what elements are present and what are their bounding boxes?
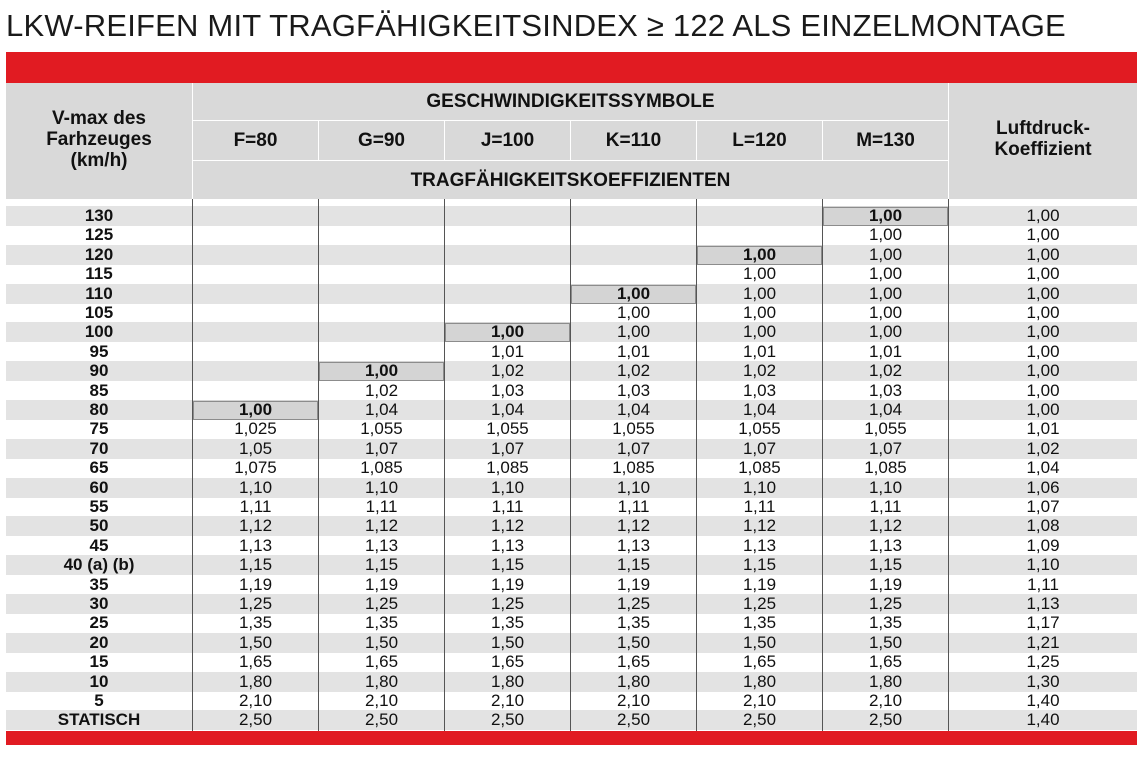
table-row [6, 322, 1137, 342]
coefficient-cell: 2,10 [364, 691, 399, 710]
symbol-header-m130: M=130 [856, 129, 915, 151]
speed-cell: 85 [89, 380, 109, 400]
coefficient-cell: 1,12 [742, 516, 777, 536]
coefficient-cell: 1,02 [364, 380, 399, 400]
coefficient-cell [697, 225, 822, 245]
header-divider [696, 121, 697, 160]
coefficient-cell: 1,13 [238, 535, 273, 555]
speed-cell: 100 [84, 322, 114, 342]
coefficient-cell: 1,04 [868, 400, 903, 419]
coefficient-cell: 1,11 [617, 497, 650, 516]
table-header [6, 83, 1137, 199]
table-row [6, 478, 1137, 498]
pressure-cell: 1,00 [1026, 361, 1060, 381]
coefficient-cell: 1,00 [445, 322, 570, 342]
speed-cell: 50 [89, 516, 109, 536]
coefficient-cell: 1,01 [742, 341, 777, 361]
speed-cell: 15 [89, 652, 109, 672]
coefficient-cell: 1,15 [364, 555, 399, 575]
pressure-cell: 1,04 [1026, 458, 1060, 478]
coefficient-cell: 1,04 [616, 400, 651, 419]
coefficient-cell: 1,07 [616, 438, 651, 458]
coefficient-cell: 2,50 [238, 710, 273, 730]
vmax-header: V-max des Farhzeuges (km/h) [46, 107, 152, 171]
table-row [6, 691, 1137, 711]
pressure-cell: 1,00 [1026, 400, 1060, 419]
coefficient-cell [193, 225, 318, 245]
table-row [6, 225, 1137, 245]
coefficient-cell [445, 245, 570, 265]
coefficient-cell: 1,01 [868, 341, 903, 361]
coefficient-cell: 1,25 [238, 594, 273, 613]
table-row [6, 613, 1137, 633]
speed-cell: 125 [84, 225, 114, 245]
coefficient-cell: 1,075 [234, 458, 277, 478]
coefficient-cell [193, 322, 318, 342]
coefficient-cell [445, 206, 570, 226]
coefficient-cell: 1,13 [742, 535, 777, 555]
coefficient-cell: 1,35 [238, 613, 273, 633]
coefficient-cell [319, 264, 444, 284]
pressure-cell: 1,17 [1026, 613, 1060, 633]
coefficient-cell: 1,80 [490, 671, 525, 691]
coefficient-cell: 1,15 [616, 555, 651, 575]
pressure-cell: 1,02 [1026, 438, 1060, 458]
coefficient-cell: 1,35 [616, 613, 651, 633]
coefficient-cell: 1,12 [364, 516, 399, 536]
coefficient-cell [193, 284, 318, 304]
coefficient-cell: 1,00 [868, 322, 903, 342]
table-row [6, 439, 1137, 459]
coefficient-cell: 1,50 [364, 632, 399, 652]
coefficient-cell [193, 264, 318, 284]
speed-cell: 10 [89, 671, 109, 691]
coefficient-cell: 2,10 [490, 691, 525, 710]
coefficient-cell: 1,085 [612, 458, 655, 478]
coefficient-cell: 1,055 [612, 419, 655, 439]
table-row [6, 245, 1137, 265]
coefficient-cell [319, 206, 444, 226]
coefficient-cell [319, 245, 444, 265]
coefficient-cell: 1,03 [490, 380, 525, 400]
speed-cell: 80 [89, 400, 109, 419]
coefficient-cell [571, 245, 696, 265]
coefficient-cell: 1,10 [238, 477, 273, 497]
coefficient-cell: 1,04 [490, 400, 525, 419]
coefficient-cell: 1,35 [868, 613, 903, 633]
bottom-red-bar [6, 731, 1137, 745]
symbol-header-f80: F=80 [233, 129, 278, 151]
table-row [6, 303, 1137, 323]
table-row [6, 264, 1137, 284]
pressure-cell: 1,01 [1026, 419, 1060, 439]
coefficient-cell: 1,50 [490, 632, 525, 652]
pressure-cell: 1,00 [1026, 244, 1060, 264]
coefficient-cell: 1,11 [239, 497, 272, 516]
pressure-cell: 1,08 [1026, 516, 1060, 536]
coefficient-cell: 1,085 [738, 458, 781, 478]
table-row [6, 672, 1137, 692]
table-row [6, 361, 1137, 381]
table-row [6, 555, 1137, 575]
pressure-cell: 1,00 [1026, 283, 1060, 303]
coefficient-cell [319, 342, 444, 362]
header-divider [948, 83, 949, 199]
coefficient-cell: 1,00 [868, 225, 903, 245]
coefficient-cell: 1,00 [742, 264, 777, 284]
coefficient-cell: 1,02 [868, 361, 903, 381]
coefficient-cell: 1,00 [868, 303, 903, 322]
coefficient-cell: 1,02 [616, 361, 651, 381]
table-row [6, 419, 1137, 439]
coefficient-cell: 1,15 [868, 555, 903, 575]
coefficient-cell: 1,80 [616, 671, 651, 691]
coefficient-cell [319, 284, 444, 304]
coefficient-cell: 1,65 [742, 652, 777, 672]
coefficient-cell: 1,50 [238, 632, 273, 652]
coefficient-cell: 1,00 [616, 303, 651, 322]
coefficient-cell: 1,11 [743, 497, 776, 516]
symbol-header-j100: J=100 [480, 129, 535, 151]
table-row [6, 575, 1137, 595]
speed-symbols-header: GESCHWINDIGKEITSSYMBOLE [426, 90, 715, 112]
coefficient-cell: 1,00 [742, 283, 777, 303]
coefficient-cell: 1,07 [490, 438, 525, 458]
table-row [6, 633, 1137, 653]
coefficient-cell: 1,10 [364, 477, 399, 497]
coefficient-cell: 1,00 [823, 206, 948, 226]
coefficient-cell: 1,07 [742, 438, 777, 458]
coefficient-cell: 1,00 [193, 400, 318, 420]
coefficient-cell: 1,19 [490, 574, 525, 594]
coefficient-cell: 2,50 [742, 710, 777, 730]
pressure-cell: 1,00 [1026, 341, 1060, 361]
pressure-cell: 1,07 [1026, 497, 1060, 516]
coefficient-cell: 1,65 [868, 652, 903, 672]
coefficient-cell: 1,19 [868, 574, 903, 594]
coefficient-cell: 1,07 [868, 438, 903, 458]
pressure-coefficient-header: Luftdruck-Koeffizient [994, 118, 1092, 160]
speed-cell: 110 [85, 283, 113, 303]
pressure-cell: 1,30 [1026, 671, 1060, 691]
symbol-header-k110: K=110 [605, 129, 662, 151]
coefficient-cell: 1,15 [238, 555, 273, 575]
speed-cell: 75 [89, 419, 109, 439]
coefficient-cell: 1,10 [742, 477, 777, 497]
coefficient-cell [193, 361, 318, 381]
speed-cell: 30 [89, 594, 109, 613]
coefficient-cell: 1,12 [868, 516, 903, 536]
coefficient-cell: 1,10 [868, 477, 903, 497]
coefficient-cell: 1,10 [616, 477, 651, 497]
coefficient-cell: 1,01 [616, 341, 651, 361]
coefficient-cell: 2,10 [238, 691, 273, 710]
coefficient-cell [697, 206, 822, 226]
coefficient-cell: 1,085 [864, 458, 907, 478]
coefficient-cell: 1,13 [616, 535, 651, 555]
coefficient-cell: 2,50 [868, 710, 903, 730]
coefficient-cell: 1,00 [697, 245, 822, 265]
coefficient-cell: 1,35 [742, 613, 777, 633]
table-row [6, 497, 1137, 517]
coefficient-cell: 1,15 [742, 555, 777, 575]
coefficient-cell: 1,65 [238, 652, 273, 672]
coefficient-cell: 2,50 [616, 710, 651, 730]
speed-cell: 20 [89, 632, 109, 652]
coefficient-cell: 1,50 [742, 632, 777, 652]
coefficient-cell [193, 245, 318, 265]
coefficient-cell: 2,50 [490, 710, 525, 730]
symbol-header-l120: L=120 [732, 129, 787, 151]
coefficient-cell: 1,00 [571, 284, 696, 304]
header-divider [193, 160, 948, 161]
coefficient-cell: 1,65 [364, 652, 399, 672]
speed-cell: 120 [84, 244, 114, 264]
coefficient-cell: 1,03 [616, 380, 651, 400]
table-row [6, 458, 1137, 478]
coefficient-cell: 2,10 [616, 691, 651, 710]
coefficient-cell: 1,12 [238, 516, 273, 536]
coefficient-cell: 1,055 [360, 419, 403, 439]
coefficient-cell: 1,80 [364, 671, 399, 691]
coefficient-cell [445, 303, 570, 323]
coefficient-cell: 1,50 [616, 632, 651, 652]
coefficient-cell: 1,00 [742, 322, 777, 342]
top-red-bar [6, 52, 1137, 83]
pressure-cell: 1,00 [1026, 225, 1060, 245]
header-divider [822, 121, 823, 160]
column-divider [444, 199, 445, 731]
pressure-cell: 1,00 [1026, 264, 1060, 284]
symbol-header-g90: G=90 [357, 129, 405, 151]
coefficient-cell [571, 225, 696, 245]
coefficient-cell: 1,25 [742, 594, 777, 613]
speed-cell: 40 (a) (b) [63, 555, 135, 575]
coefficient-cell: 2,50 [364, 710, 399, 730]
coefficient-cell: 1,35 [364, 613, 399, 633]
coefficient-cell: 1,00 [868, 244, 903, 264]
coefficient-cell: 2,10 [742, 691, 777, 710]
speed-cell: 65 [89, 458, 109, 478]
header-divider [192, 83, 193, 199]
coefficient-cell: 1,80 [868, 671, 903, 691]
table-row [6, 342, 1137, 362]
coefficient-cell: 1,19 [364, 574, 399, 594]
coefficient-cell: 1,25 [490, 594, 525, 613]
coefficient-cell [319, 225, 444, 245]
coefficient-cell [571, 264, 696, 284]
pressure-cell: 1,00 [1026, 303, 1060, 322]
coefficient-cell: 1,12 [616, 516, 651, 536]
page-title: LKW-REIFEN MIT TRAGFÄHIGKEITSINDEX ≥ 122 ALS EINZELMONTAGE [6, 8, 1066, 43]
speed-cell: 90 [89, 361, 109, 381]
coefficient-cell: 1,04 [364, 400, 399, 419]
coefficient-cell: 1,00 [742, 303, 777, 322]
pressure-cell: 1,10 [1026, 555, 1060, 575]
speed-cell: 60 [89, 477, 109, 497]
speed-cell: 130 [84, 206, 114, 225]
speed-cell: 35 [89, 574, 109, 594]
pressure-cell: 1,00 [1026, 380, 1060, 400]
coefficient-cell [445, 225, 570, 245]
pressure-cell: 1,00 [1026, 322, 1060, 342]
coefficient-cell: 1,13 [490, 535, 525, 555]
speed-cell: 105 [84, 303, 114, 322]
coefficient-cell: 1,03 [868, 380, 903, 400]
column-divider [570, 199, 571, 731]
speed-cell: 95 [89, 341, 109, 361]
coefficient-cell: 1,055 [486, 419, 529, 439]
coefficient-cell [571, 206, 696, 226]
speed-cell: 70 [89, 438, 109, 458]
coefficient-cell: 1,10 [490, 477, 525, 497]
coefficient-cell: 1,11 [491, 497, 524, 516]
speed-cell: 115 [85, 264, 113, 284]
coefficient-cell [193, 303, 318, 323]
coefficient-cell: 1,085 [486, 458, 529, 478]
coefficient-cell: 1,04 [742, 400, 777, 419]
coefficient-cell: 1,05 [238, 438, 273, 458]
coefficient-cell [445, 264, 570, 284]
table-row [6, 206, 1137, 226]
table-row [6, 710, 1137, 730]
coefficient-cell: 1,19 [616, 574, 651, 594]
coefficient-cell [193, 381, 318, 401]
coefficient-cell: 1,11 [869, 497, 902, 516]
header-divider [444, 121, 445, 160]
coefficient-cell: 1,13 [364, 535, 399, 555]
coefficient-cell: 1,65 [616, 652, 651, 672]
coefficient-cell: 1,12 [490, 516, 525, 536]
coefficient-cell: 1,13 [868, 535, 903, 555]
coefficient-cell: 1,80 [742, 671, 777, 691]
pressure-cell: 1,25 [1026, 652, 1060, 672]
column-divider [192, 199, 193, 731]
coefficient-cell: 1,00 [868, 283, 903, 303]
header-divider [318, 121, 319, 160]
coefficient-cell: 1,80 [238, 671, 273, 691]
table-row [6, 381, 1137, 401]
coefficient-cell: 1,50 [868, 632, 903, 652]
table-row [6, 400, 1137, 420]
column-divider [948, 199, 949, 731]
speed-cell: 55 [89, 497, 109, 516]
coefficient-cell: 1,19 [742, 574, 777, 594]
pressure-cell: 1,09 [1026, 535, 1060, 555]
coefficient-cell [445, 284, 570, 304]
coefficient-cell [193, 206, 318, 226]
coefficient-cell: 1,03 [742, 380, 777, 400]
coefficient-cell: 1,19 [238, 574, 273, 594]
coefficient-cell: 1,02 [742, 361, 777, 381]
pressure-cell: 1,06 [1026, 477, 1060, 497]
coefficient-cell: 1,055 [864, 419, 907, 439]
coefficient-cell: 1,055 [738, 419, 781, 439]
speed-cell: STATISCH [57, 710, 141, 730]
speed-cell: 25 [89, 613, 109, 633]
coefficient-cell: 1,25 [364, 594, 399, 613]
coefficient-cell [319, 322, 444, 342]
table-row [6, 516, 1137, 536]
coefficient-cell: 1,085 [360, 458, 403, 478]
coefficient-cell: 1,00 [616, 322, 651, 342]
pressure-cell: 1,13 [1026, 594, 1060, 613]
pressure-cell: 1,11 [1027, 574, 1059, 594]
coefficient-cell: 1,07 [364, 438, 399, 458]
coefficient-cell: 1,00 [319, 361, 444, 381]
speed-cell: 5 [94, 691, 104, 710]
pressure-cell: 1,40 [1026, 691, 1060, 710]
coefficient-cell: 1,00 [868, 264, 903, 284]
table-row [6, 652, 1137, 672]
coefficient-cell: 1,35 [490, 613, 525, 633]
column-divider [696, 199, 697, 731]
load-coefficients-header: TRAGFÄHIGKEITSKOEFFIZIENTEN [410, 169, 731, 191]
coefficient-cell [193, 342, 318, 362]
pressure-cell: 1,00 [1026, 206, 1060, 225]
table-body [6, 199, 1137, 731]
coefficient-cell [319, 303, 444, 323]
coefficient-cell: 2,10 [868, 691, 903, 710]
coefficient-cell: 1,01 [490, 341, 525, 361]
table-row [6, 536, 1137, 556]
coefficient-cell: 1,25 [868, 594, 903, 613]
table-row [6, 284, 1137, 304]
coefficient-cell: 1,02 [490, 361, 525, 381]
table-row [6, 594, 1137, 614]
coefficient-cell: 1,25 [616, 594, 651, 613]
pressure-cell: 1,21 [1026, 632, 1060, 652]
pressure-cell: 1,40 [1026, 710, 1060, 730]
column-divider [318, 199, 319, 731]
coefficient-cell: 1,025 [234, 419, 277, 439]
coefficient-cell: 1,11 [365, 497, 398, 516]
coefficient-cell: 1,65 [490, 652, 525, 672]
column-divider [822, 199, 823, 731]
header-divider [570, 121, 571, 160]
speed-cell: 45 [89, 535, 109, 555]
coefficient-cell: 1,15 [490, 555, 525, 575]
